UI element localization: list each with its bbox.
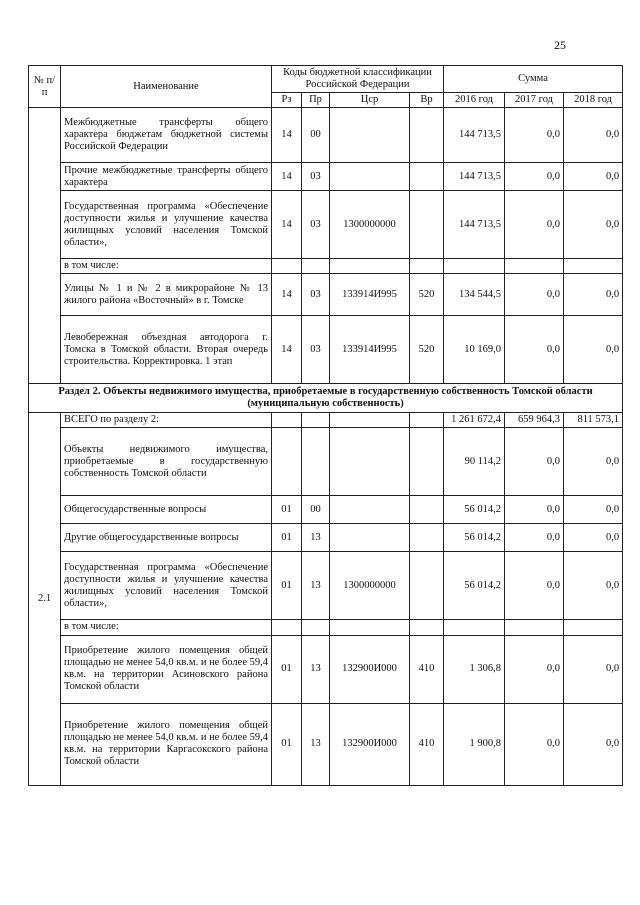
row-vr — [410, 191, 444, 259]
header-rz: Рз — [272, 93, 302, 108]
row-vr — [410, 428, 444, 496]
row-pr: 13 — [302, 524, 330, 552]
row-name: Приобретение жилого помещения общей площадью не менее 54,0 кв.м. и не более 59,4 кв.м. на территории Асиновского района Томской области — [61, 635, 272, 703]
row-2018: 0,0 — [564, 524, 623, 552]
row-csr — [330, 108, 410, 163]
row-2016: 134 544,5 — [444, 274, 505, 316]
header-codes: Коды бюджетной классификации Российской Федерации — [272, 66, 444, 93]
row-csr: 133914И995 — [330, 316, 410, 384]
row-vr — [410, 108, 444, 163]
row-2016: 144 713,5 — [444, 163, 505, 191]
header-num: № п/п — [29, 66, 61, 108]
row-2017: 0,0 — [505, 163, 564, 191]
table-row — [29, 524, 623, 552]
table-row — [29, 316, 623, 384]
row-pr: 13 — [302, 703, 330, 785]
row-2017: 0,0 — [505, 552, 564, 620]
row-vr — [410, 163, 444, 191]
row-vr: 410 — [410, 635, 444, 703]
table-row — [29, 259, 623, 274]
row-pr: 03 — [302, 191, 330, 259]
row-rz: 01 — [272, 524, 302, 552]
row-name: в том числе: — [61, 259, 272, 274]
table-row — [29, 163, 623, 191]
row-2017: 0,0 — [505, 108, 564, 163]
table-row — [29, 635, 623, 703]
table-row — [29, 274, 623, 316]
row-vr — [410, 524, 444, 552]
row-2018: 0,0 — [564, 108, 623, 163]
row-2016: 56 014,2 — [444, 496, 505, 524]
row-2017: 0,0 — [505, 316, 564, 384]
row-name: Приобретение жилого помещения общей площадью не менее 54,0 кв.м. и не более 59,4 кв.м. на территории Каргасокского района Томской области — [61, 703, 272, 785]
row-2016: 1 306,8 — [444, 635, 505, 703]
row-name: в том числе: — [61, 620, 272, 635]
row-name: Другие общегосударственные вопросы — [61, 524, 272, 552]
row-name: Объекты недвижимого имущества, приобретаемые в государственную собственность Томской области — [61, 428, 272, 496]
row-pr: 03 — [302, 163, 330, 191]
header-vr: Вр — [410, 93, 444, 108]
row-vr: 520 — [410, 274, 444, 316]
row-2018: 0,0 — [564, 703, 623, 785]
section-total-row — [29, 413, 623, 428]
row-csr — [330, 524, 410, 552]
row-2017: 0,0 — [505, 191, 564, 259]
section-title: Раздел 2. Объекты недвижимого имущества, приобретаемые в государственную собственность Томской области (муниципальную собственность) — [29, 384, 623, 413]
row-2016: 144 713,5 — [444, 191, 505, 259]
table-row — [29, 496, 623, 524]
row-2018: 0,0 — [564, 496, 623, 524]
row-2016: 90 114,2 — [444, 428, 505, 496]
row-pr: 00 — [302, 496, 330, 524]
table-row — [29, 703, 623, 785]
section-total-label: ВСЕГО по разделу 2: — [61, 413, 272, 428]
row-2017: 0,0 — [505, 635, 564, 703]
row-2018: 0,0 — [564, 191, 623, 259]
table-row — [29, 191, 623, 259]
table-row — [29, 108, 623, 163]
row-name: Межбюджетные трансферты общего характера бюджетам бюджетной системы Российской Федерации — [61, 108, 272, 163]
budget-table — [28, 65, 623, 786]
section-title-row — [29, 384, 623, 413]
row-2016: 56 014,2 — [444, 552, 505, 620]
table-header-row — [29, 66, 623, 93]
header-2017: 2017 год — [505, 93, 564, 108]
row-2017: 0,0 — [505, 274, 564, 316]
row-vr — [410, 552, 444, 620]
header-2018: 2018 год — [564, 93, 623, 108]
page-number: 25 — [554, 38, 566, 52]
row-name: Государственная программа «Обеспечение доступности жилья и улучшение качества жилищных условий населения Томской области», — [61, 552, 272, 620]
row-num-cell — [29, 108, 61, 384]
row-rz: 01 — [272, 635, 302, 703]
row-rz: 14 — [272, 163, 302, 191]
header-sum: Сумма — [444, 66, 623, 93]
row-vr — [410, 496, 444, 524]
row-pr: 00 — [302, 108, 330, 163]
table-row — [29, 428, 623, 496]
row-rz: 14 — [272, 274, 302, 316]
total-2018: 811 573,1 — [564, 413, 623, 428]
row-2017: 0,0 — [505, 524, 564, 552]
row-csr: 132900И000 — [330, 635, 410, 703]
row-name: Улицы № 1 и № 2 в микрорайоне № 13 жилого района «Восточный» в г. Томске — [61, 274, 272, 316]
row-csr: 1300000000 — [330, 552, 410, 620]
row-rz: 14 — [272, 316, 302, 384]
row-2016: 10 169,0 — [444, 316, 505, 384]
row-rz: 14 — [272, 191, 302, 259]
row-name: Общегосударственные вопросы — [61, 496, 272, 524]
row-2016: 1 900,8 — [444, 703, 505, 785]
row-2018: 0,0 — [564, 316, 623, 384]
header-csr: Цср — [330, 93, 410, 108]
row-pr — [302, 428, 330, 496]
row-rz — [272, 428, 302, 496]
row-pr: 13 — [302, 552, 330, 620]
row-rz: 01 — [272, 496, 302, 524]
row-2016: 56 014,2 — [444, 524, 505, 552]
total-2017: 659 964,3 — [505, 413, 564, 428]
row-pr: 03 — [302, 316, 330, 384]
row-name: Левобережная объездная автодорога г. Томска в Томской области. Вторая очередь строительства. Корректировка. 1 этап — [61, 316, 272, 384]
total-2016: 1 261 672,4 — [444, 413, 505, 428]
row-rz: 14 — [272, 108, 302, 163]
row-csr: 133914И995 — [330, 274, 410, 316]
row-name: Государственная программа «Обеспечение доступности жилья и улучшение качества жилищных условий населения Томской области», — [61, 191, 272, 259]
row-2018: 0,0 — [564, 552, 623, 620]
row-rz: 01 — [272, 552, 302, 620]
header-name: Наименование — [61, 66, 272, 108]
row-csr — [330, 496, 410, 524]
row-2018: 0,0 — [564, 163, 623, 191]
header-pr: Пр — [302, 93, 330, 108]
row-csr — [330, 163, 410, 191]
row-rz: 01 — [272, 703, 302, 785]
row-csr: 132900И000 — [330, 703, 410, 785]
row-vr: 520 — [410, 316, 444, 384]
table-row — [29, 620, 623, 635]
row-pr: 13 — [302, 635, 330, 703]
row-2017: 0,0 — [505, 703, 564, 785]
row-vr: 410 — [410, 703, 444, 785]
row-name: Прочие межбюджетные трансферты общего характера — [61, 163, 272, 191]
row-2016: 144 713,5 — [444, 108, 505, 163]
row-2017: 0,0 — [505, 428, 564, 496]
row-csr — [330, 428, 410, 496]
row-2018: 0,0 — [564, 635, 623, 703]
row-2018: 0,0 — [564, 274, 623, 316]
row-num-cell: 2.1 — [29, 413, 61, 785]
table-row — [29, 552, 623, 620]
row-csr: 1300000000 — [330, 191, 410, 259]
row-pr: 03 — [302, 274, 330, 316]
row-2018: 0,0 — [564, 428, 623, 496]
header-2016: 2016 год — [444, 93, 505, 108]
row-2017: 0,0 — [505, 496, 564, 524]
